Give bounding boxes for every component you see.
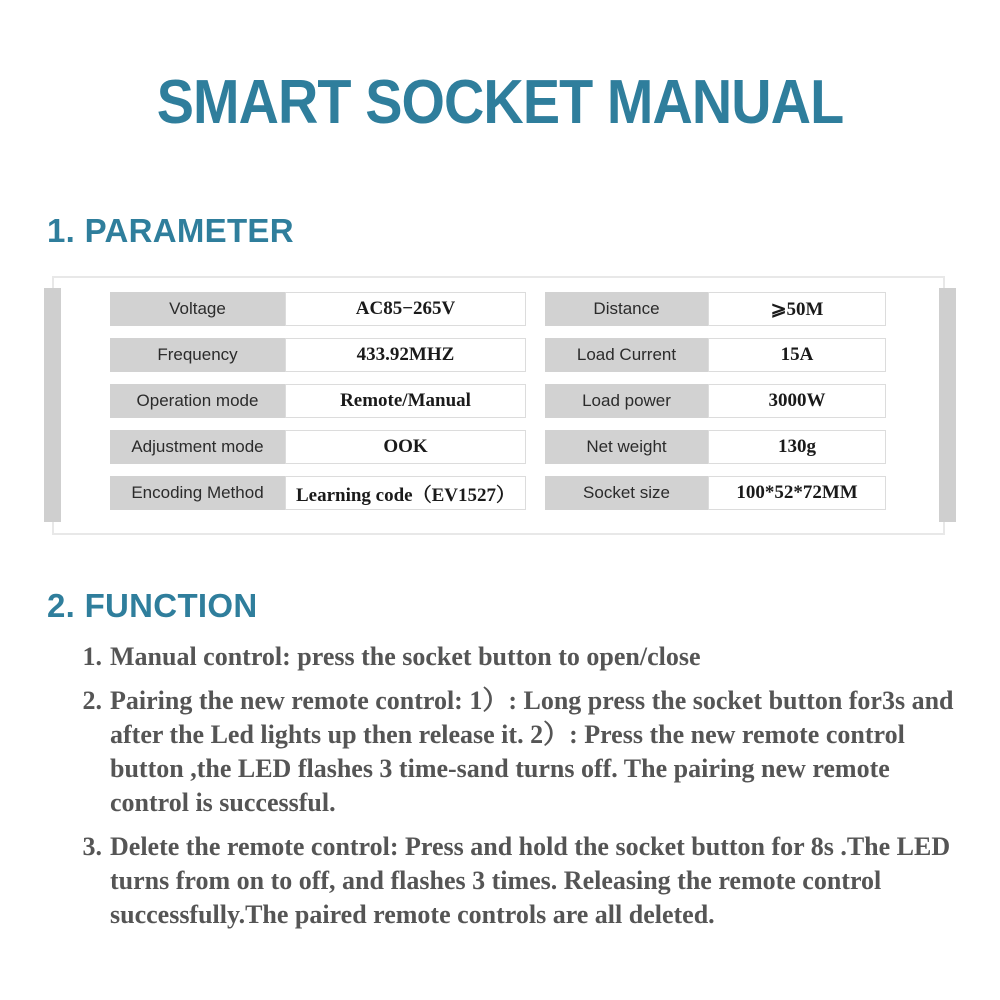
param-label: Operation mode — [110, 384, 285, 418]
table-row — [110, 338, 530, 372]
param-label: Load Current — [545, 338, 708, 372]
param-label: Net weight — [545, 430, 708, 464]
parameter-column-left — [110, 292, 530, 510]
param-label: Distance — [545, 292, 708, 326]
page-title: SMART SOCKET MANUAL — [156, 68, 844, 137]
param-value: AC85−265V — [285, 292, 526, 326]
param-value: OOK — [285, 430, 526, 464]
param-value: 433.92MHZ — [285, 338, 526, 372]
table-row — [110, 292, 530, 326]
parameter-column-right — [545, 292, 890, 510]
table-row — [545, 338, 890, 372]
param-value: Remote/Manual — [285, 384, 526, 418]
param-value: 15A — [708, 338, 886, 372]
list-item — [78, 640, 968, 674]
list-item — [78, 684, 968, 820]
param-label: Adjustment mode — [110, 430, 285, 464]
param-label: Voltage — [110, 292, 285, 326]
table-row — [110, 430, 530, 464]
list-item-marker: 3. — [82, 832, 102, 861]
table-row — [545, 384, 890, 418]
function-list — [78, 640, 968, 942]
section-heading-function: 2. FUNCTION — [47, 587, 258, 624]
table-row — [110, 476, 530, 510]
param-label: Frequency — [110, 338, 285, 372]
list-item-marker: 1. — [82, 642, 102, 671]
table-row — [545, 430, 890, 464]
section-heading-parameter: 1. PARAMETER — [47, 212, 294, 249]
param-value: Learning code（EV1527） — [285, 476, 526, 510]
param-label: Load power — [545, 384, 708, 418]
param-value: 100*52*72MM — [708, 476, 886, 510]
frame-bar-left — [44, 288, 61, 522]
list-item-text: Pairing the new remote control: 1）: Long press the socket button for3s and after the Led lights up then release it. 2）: Press the new remote control button ,the LED flashes 3 time-sand turns off. The pairing new remote control is successful. — [110, 686, 954, 817]
parameter-table — [110, 292, 885, 510]
param-value: ⩾50M — [708, 292, 886, 326]
table-row — [110, 384, 530, 418]
table-row — [545, 292, 890, 326]
list-item-text: Delete the remote control: Press and hold the socket button for 8s .The LED turns from on to off, and flashes 3 times. Releasing the remote control successfully.The paired remote controls are all deleted. — [110, 832, 951, 929]
frame-bar-right — [939, 288, 956, 522]
table-row — [545, 476, 890, 510]
param-value: 3000W — [708, 384, 886, 418]
list-item-text: Manual control: press the socket button to open/close — [110, 642, 701, 671]
param-value: 130g — [708, 430, 886, 464]
param-label: Encoding Method — [110, 476, 285, 510]
param-label: Socket size — [545, 476, 708, 510]
list-item — [78, 830, 968, 932]
list-item-marker: 2. — [82, 686, 102, 715]
